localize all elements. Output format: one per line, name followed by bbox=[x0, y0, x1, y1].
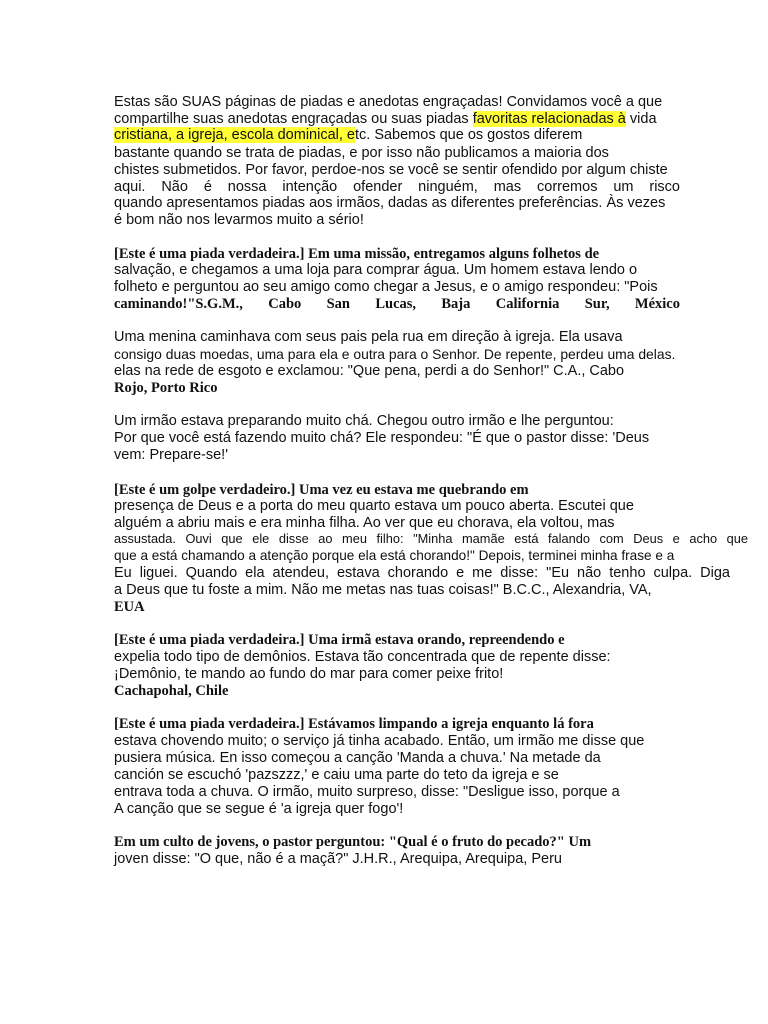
text-line: Uma menina caminhava com seus pais pela rua em direção à igreja. Ela usava bbox=[114, 329, 623, 345]
text-line: [Este é uma piada verdadeira.] Uma irmã estava orando, repreendendo e bbox=[114, 632, 565, 648]
text-line: bastante quando se trata de piadas, e por isso não publicamos a maioria dos bbox=[114, 145, 609, 161]
text-line: folheto e perguntou ao seu amigo como chegar a Jesus, e o amigo respondeu: "Pois bbox=[114, 279, 658, 295]
text-line: quando apresentamos piadas aos irmãos, dadas as diferentes preferências. Às vezes bbox=[114, 195, 666, 211]
text-line: presença de Deus e a porta do meu quarto estava um pouco aberta. Escutei que bbox=[114, 498, 634, 514]
text-line: canción se escuchó 'pazszzz,' e caiu uma parte do teto da igreja e se bbox=[114, 767, 559, 783]
text-line: caminando!"S.G.M., Cabo San Lucas, Baja California Sur, México bbox=[114, 296, 680, 312]
text-line: Rojo, Porto Rico bbox=[114, 380, 218, 396]
text-line: a Deus que tu foste a mim. Não me metas nas tuas coisas!" B.C.C., Alexandria, VA, bbox=[114, 582, 652, 598]
text-line: pusiera música. En isso começou a canção 'Manda a chuva.' Na metade da bbox=[114, 750, 601, 766]
text-line: elas na rede de esgoto e exclamou: "Que pena, perdi a do Senhor!" C.A., Cabo bbox=[114, 363, 625, 379]
text-line: assustada. Ouvi que ele disse ao meu filho: "Minha mamãe está falando com Deus e acho que bbox=[114, 531, 748, 546]
text-line: estava chovendo muito; o serviço já tinha acabado. Então, um irmão me disse que bbox=[114, 733, 645, 749]
text-line: vem: Prepare-se!' bbox=[114, 447, 228, 463]
text-line: aqui. Não é nossa intenção ofender ninguém, mas corremos um risco bbox=[114, 179, 680, 195]
text-line: Um irmão estava preparando muito chá. Chegou outro irmão e lhe perguntou: bbox=[114, 413, 614, 429]
text-line: [Este é um golpe verdadeiro.] Uma vez eu estava me quebrando em bbox=[114, 482, 529, 498]
text-line: Eu liguei. Quando ela atendeu, estava chorando e me disse: "Eu não tenho culpa. Diga bbox=[114, 565, 730, 581]
text-line: é bom não nos levarmos muito a sério! bbox=[114, 212, 364, 228]
text-line: cristiana, a igreja, escola dominical, etc. Sabemos que os gostos diferem bbox=[114, 127, 583, 143]
text-line: entrava toda a chuva. O irmão, muito surpreso, disse: "Desligue isso, porque a bbox=[114, 784, 620, 800]
text-line: joven disse: "O que, não é a maçã?" J.H.R., Arequipa, Arequipa, Peru bbox=[114, 851, 562, 867]
text-line: Estas são SUAS páginas de piadas e anedotas engraçadas! Convidamos você a que bbox=[114, 94, 663, 110]
text-line: consigo duas moedas, uma para ela e outra para o Senhor. De repente, perdeu uma delas. bbox=[114, 346, 676, 362]
text-line: alguém a abriu mais e era minha filha. Ao ver que eu chorava, ela voltou, mas bbox=[114, 515, 615, 531]
text-line: chistes submetidos. Por favor, perdoe-nos se você se sentir ofendido por algum chiste bbox=[114, 162, 668, 178]
text-line: Em um culto de jovens, o pastor perguntou: "Qual é o fruto do pecado?" Um bbox=[114, 834, 592, 850]
text-line: expelia todo tipo de demônios. Estava tão concentrada que de repente disse: bbox=[114, 649, 611, 665]
text-line: EUA bbox=[114, 599, 145, 615]
text-line: Cachapohal, Chile bbox=[114, 683, 229, 699]
text-line: salvação, e chegamos a uma loja para comprar água. Um homem estava lendo o bbox=[114, 262, 638, 278]
text-line: [Este é uma piada verdadeira.] Estávamos limpando a igreja enquanto lá fora bbox=[114, 716, 594, 732]
highlighted-text: favoritas relacionadas à bbox=[472, 111, 626, 127]
text-line: que a está chamando a atenção porque ela está chorando!" Depois, terminei minha frase e a bbox=[114, 548, 675, 563]
highlighted-text: cristiana, a igreja, escola dominical, e bbox=[114, 127, 355, 143]
text-line: compartilhe suas anedotas engraçadas ou suas piadas favoritas relacionadas à vida bbox=[114, 111, 657, 127]
text-line: A canção que se segue é 'a igreja quer fogo'! bbox=[114, 801, 404, 817]
text-line: Por que você está fazendo muito chá? Ele respondeu: "É que o pastor disse: 'Deus bbox=[114, 430, 650, 446]
text-line: [Este é uma piada verdadeira.] Em uma missão, entregamos alguns folhetos de bbox=[114, 246, 600, 262]
text-line: ¡Demônio, te mando ao fundo do mar para comer peixe frito! bbox=[114, 666, 504, 682]
